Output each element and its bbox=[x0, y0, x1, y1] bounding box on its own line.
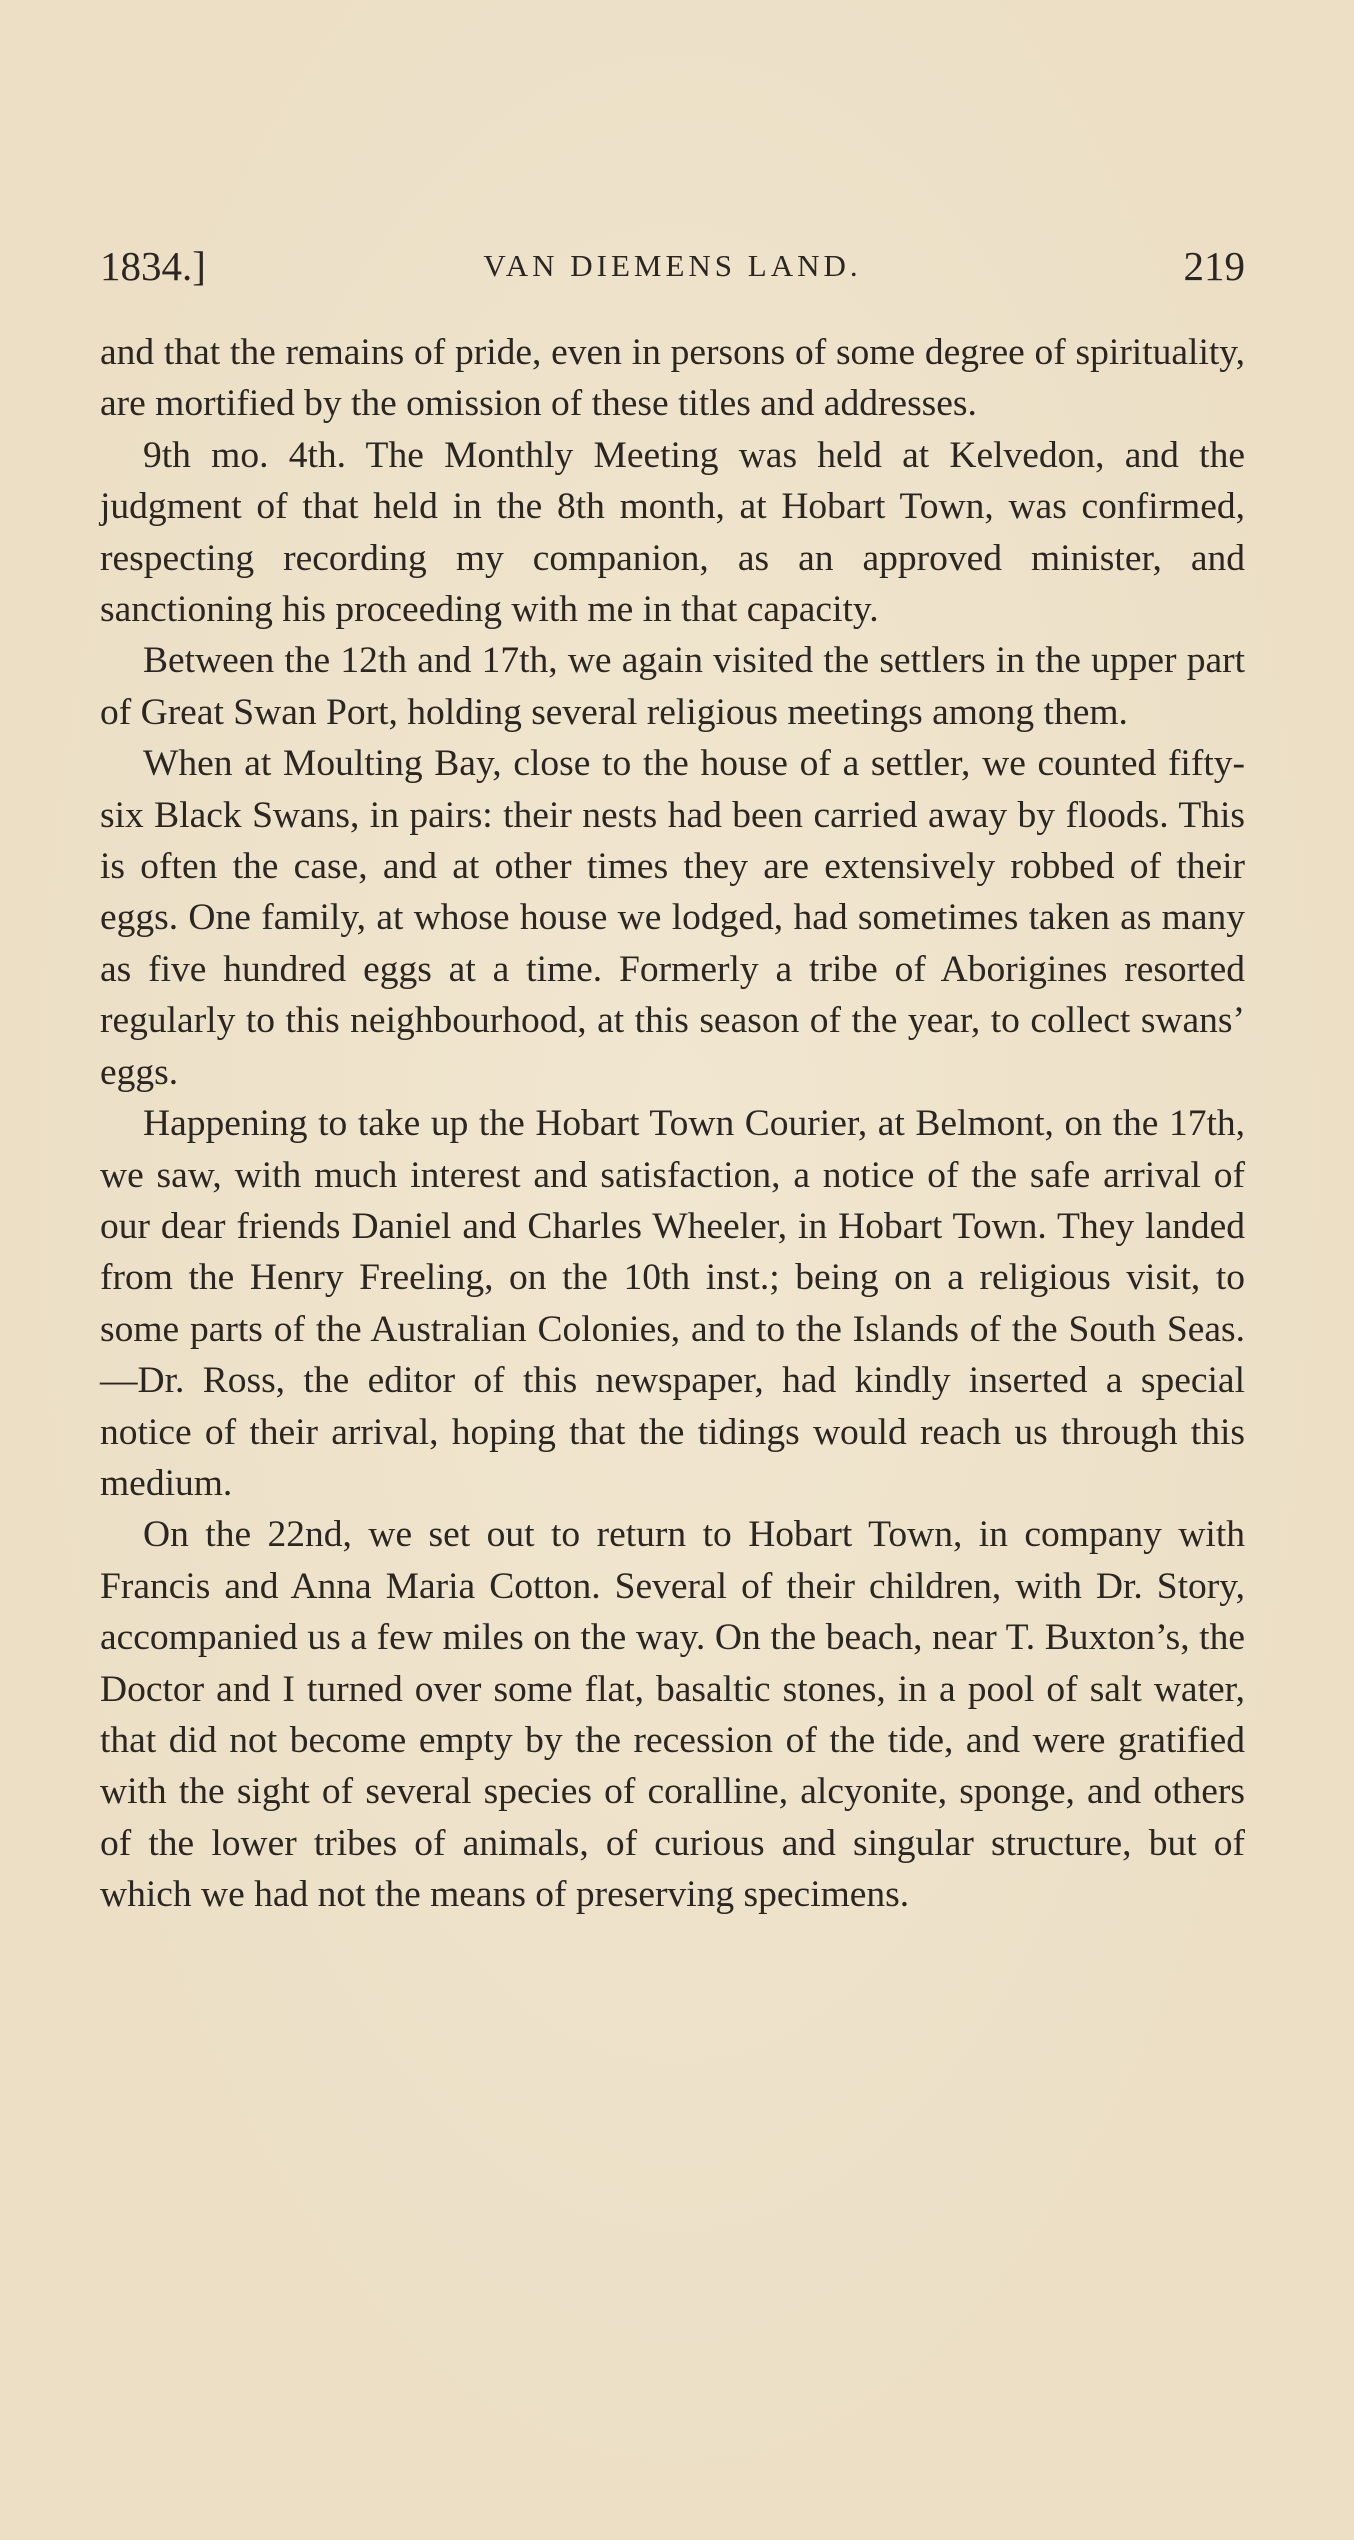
page-number: 219 bbox=[1183, 243, 1245, 289]
paragraph-continuation: and that the remains of pride, even in persons of some degree of spirituality, are mortified by the omission of these titles and addresses. bbox=[100, 332, 1245, 425]
paragraph-great-swan-port: Between the 12th and 17th, we again visited the settlers in the upper part of Great Swan Port, holding several religious meetings among them. bbox=[100, 640, 1245, 733]
paragraph-hobart-town-courier: Happening to take up the Hobart Town Courier, at Belmont, on the 17th, we saw, with much interest and satisfaction, a notice of the safe arrival of our dear friends Daniel and Charles Wheeler, in Hobart Town. They landed from the Henry Freeling, on the 10th inst.; being on a religious visit, to some parts of the Australian Colonies, and to the Islands of the South Seas.—Dr. Ross, the editor of this newspaper, had kindly inserted a special notice of their arrival, hoping that the tidings would reach us through this medium. bbox=[100, 1103, 1245, 1504]
paragraph-return-journey: On the 22nd, we set out to return to Hobart Town, in company with Francis and Anna Maria Cotton. Several of their children, with Dr. Story, accompanied us a few miles on the way. On the beach, near T. Buxton’s, the Doctor and I turned over some flat, basaltic stones, in a pool of salt water, that did not become empty by the recession of the tide, and were gratified with the sight of several species of coralline, alcyonite, sponge, and others of the lower tribes of animals, of curious and singular structure, but of which we had not the means of preserving specimens. bbox=[100, 1514, 1245, 1916]
body-text bbox=[100, 327, 1245, 1921]
running-head-year: 1834.] bbox=[100, 243, 206, 289]
running-head-title: VAN DIEMENS LAND. bbox=[483, 248, 862, 283]
paragraph-monthly-meeting: 9th mo. 4th. The Monthly Meeting was held at Kelvedon, and the judgment of that held in the 8th month, at Hobart Town, was confirmed, respecting recording my companion, as an approved minister, and sanctioning his proceeding with me in that capacity. bbox=[100, 434, 1245, 631]
running-head bbox=[100, 236, 1245, 296]
paragraph-black-swans: When at Moulting Bay, close to the house of a settler, we counted fifty-six Black Swans, in pairs: their nests had been carried away by floods. This is often the case, and at other times they are extensively robbed of their eggs. One family, at whose house we lodged, had sometimes taken as many as five hundred eggs at a time. Formerly a tribe of Aborigines resorted regularly to this neighbourhood, at this season of the year, to collect swans’ eggs. bbox=[100, 743, 1245, 1093]
